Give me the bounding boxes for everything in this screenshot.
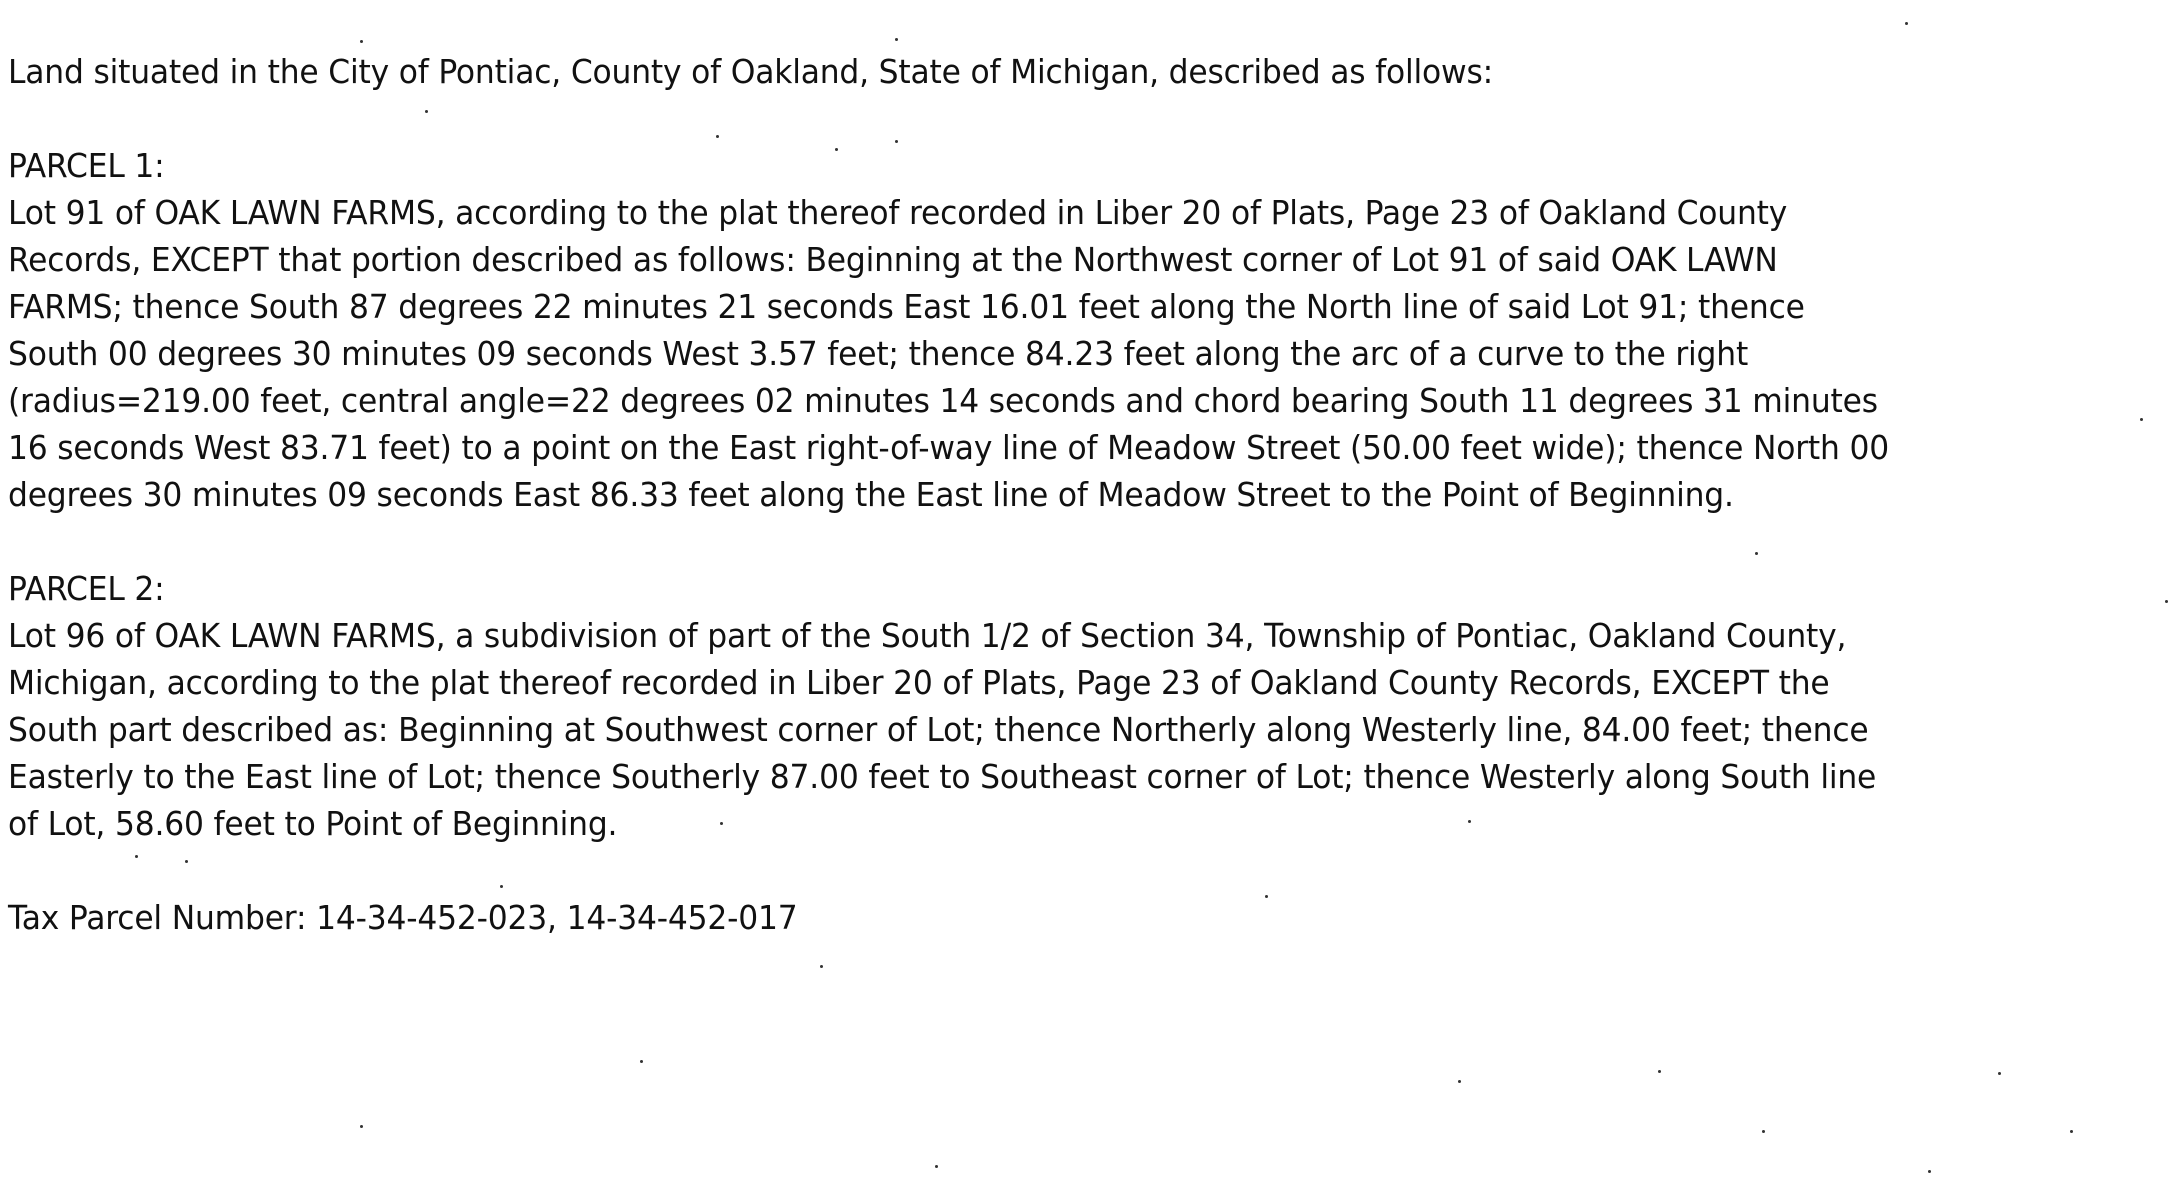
scan-speck xyxy=(640,1060,643,1063)
parcel-1-description xyxy=(8,189,2041,518)
scan-speck xyxy=(2140,418,2143,421)
scan-speck xyxy=(2165,600,2168,603)
scan-speck xyxy=(1998,1072,2001,1075)
parcel-1-heading: PARCEL 1: xyxy=(8,146,165,185)
scan-speck xyxy=(1928,1170,1931,1173)
scan-speck xyxy=(895,38,898,41)
legal-description-document xyxy=(8,48,2041,941)
paragraph-spacer xyxy=(8,518,2041,565)
paragraph-spacer xyxy=(8,95,2041,142)
scan-speck xyxy=(425,110,428,113)
parcel-2-line: Lot 96 of OAK LAWN FARMS, a subdivision of part of the South 1/2 of Section 34, Township of Pontiac, Oakland County, xyxy=(8,616,1847,655)
parcel-1-line: degrees 30 minutes 09 seconds East 86.33 feet along the East line of Meadow Street to the Point of Beginning. xyxy=(8,475,1734,514)
scan-speck xyxy=(716,135,719,138)
scan-speck xyxy=(720,822,723,825)
parcel-1-line: South 00 degrees 30 minutes 09 seconds West 3.57 feet; thence 84.23 feet along the arc of a curve to the right xyxy=(8,334,1749,373)
scan-speck xyxy=(1658,1070,1661,1073)
scan-speck xyxy=(2070,1130,2073,1133)
intro-text: Land situated in the City of Pontiac, County of Oakland, State of Michigan, described as follows: xyxy=(8,52,1493,91)
parcel-2-heading: PARCEL 2: xyxy=(8,569,165,608)
paragraph-spacer xyxy=(8,847,2041,894)
scan-speck xyxy=(935,1165,938,1168)
scan-speck xyxy=(835,148,838,151)
parcel-2-line: of Lot, 58.60 feet to Point of Beginning. xyxy=(8,804,618,843)
scan-speck xyxy=(500,885,503,888)
parcel-1-line: Lot 91 of OAK LAWN FARMS, according to the plat thereof recorded in Liber 20 of Plats, Page 23 of Oakland County xyxy=(8,193,1788,232)
parcel-2-line: South part described as: Beginning at Southwest corner of Lot; thence Northerly along Westerly line, 84.00 feet; thence xyxy=(8,710,1869,749)
parcel-2-line: Michigan, according to the plat thereof recorded in Liber 20 of Plats, Page 23 of Oakland County Records, EXCEPT the xyxy=(8,663,1830,702)
scan-speck xyxy=(360,40,363,43)
scan-speck xyxy=(820,965,823,968)
parcel-1-line: Records, EXCEPT that portion described as follows: Beginning at the Northwest corner of Lot 91 of said OAK LAWN xyxy=(8,240,1778,279)
scan-speck xyxy=(360,1125,363,1128)
parcel-1-line: FARMS; thence South 87 degrees 22 minutes 21 seconds East 16.01 feet along the North line of said Lot 91; thence xyxy=(8,287,1805,326)
scan-speck xyxy=(1458,1080,1461,1083)
scan-speck xyxy=(135,855,138,858)
scan-speck xyxy=(185,860,188,863)
scan-speck xyxy=(1905,22,1908,25)
scan-speck xyxy=(1265,895,1268,898)
parcel-1-line: (radius=219.00 feet, central angle=22 degrees 02 minutes 14 seconds and chord bearing South 11 degrees 31 minutes xyxy=(8,381,1878,420)
parcel-2-line: Easterly to the East line of Lot; thence Southerly 87.00 feet to Southeast corner of Lot; thence Westerly along South line xyxy=(8,757,1877,796)
parcel-2-description xyxy=(8,612,2041,847)
scan-speck xyxy=(895,140,898,143)
tax-parcel-number: Tax Parcel Number: 14-34-452-023, 14-34-452-017 xyxy=(8,898,798,937)
scan-speck xyxy=(1755,552,1758,555)
parcel-1-line: 16 seconds West 83.71 feet) to a point on the East right-of-way line of Meadow Street (50.00 feet wide); thence North 00 xyxy=(8,428,1889,467)
scan-speck xyxy=(1762,1130,1765,1133)
scan-speck xyxy=(1468,820,1471,823)
